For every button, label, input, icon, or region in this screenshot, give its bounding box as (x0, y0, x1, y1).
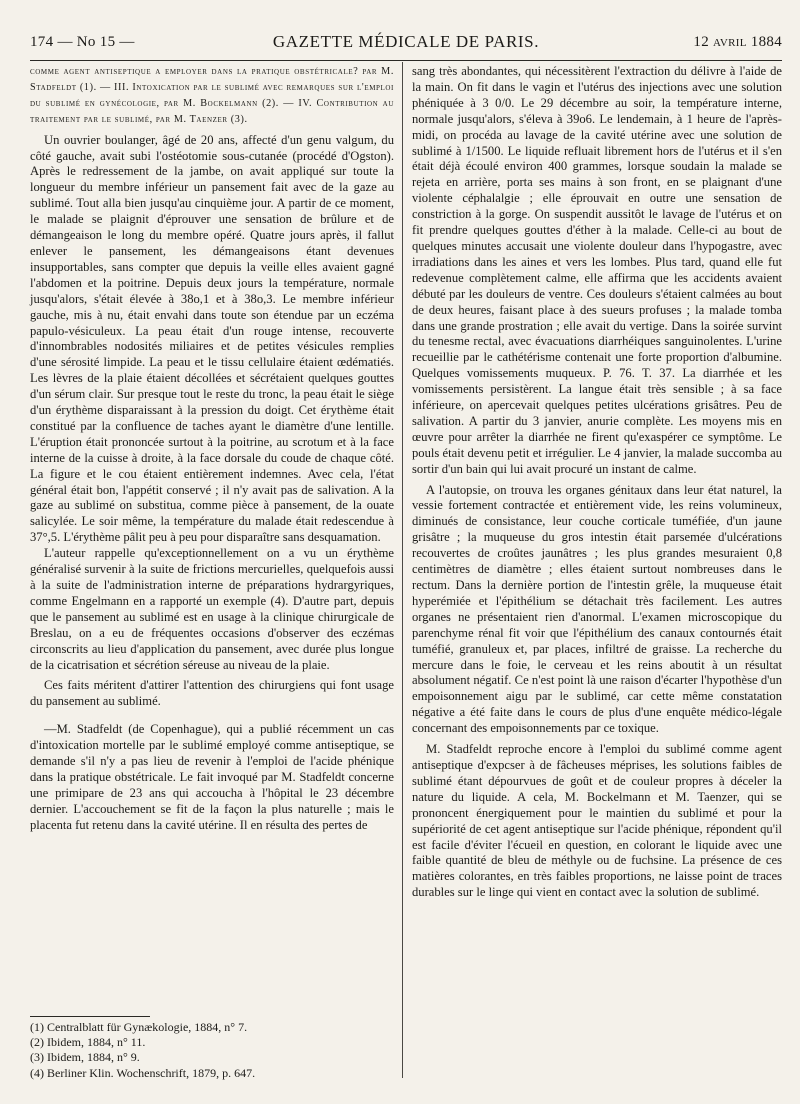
right-column (412, 64, 782, 901)
page-number: 174 — No 15 — (30, 34, 135, 50)
paragraph-coloring: M. Stadfeldt reproche encore à l'emploi du sublimé comme agent antiseptique d'expcser à de fâcheuses méprises, les solutions faibles de sublimé étant dépourvues de goût et de couleur propres à déceler la nature du liquide. A cela, M. Bockelmann et M. Taenzer, qui se prononcent énergiquement pour le maintien du sublimé et pour la supériorité de cet agent antiseptique sur l'acide phénique, répondent qu'il est facile d'éviter l'écueil en question, en colorant le liquide avec une faible quantité de bleu de méthyle ou de fuchsine. La présence de ces matières colorantes, en très faibles proportions, ne laisse point de traces durables sur le linge qui vient en contact avec la solution de sublimé. (412, 742, 782, 900)
column-divider (402, 62, 403, 1078)
issue-date: 12 avril 1884 (693, 34, 782, 50)
journal-title: GAZETTE MÉDICALE DE PARIS. (272, 32, 540, 51)
paragraph-conclusion: Ces faits méritent d'attirer l'attention des chirurgiens qui font usage du pansement au sublimé. (30, 678, 394, 709)
paragraph-autopsy: A l'autopsie, on trouva les organes génitaux dans leur état naturel, la vessie fortement contractée et entièrement vide, les reins volumineux, diminués de consistance, leur couche corticale tuméfiée, d'un jaune grisâtre ; la muqueuse du gros intestin était parsemée d'ulcérations recouvertes de croûtes jaunâtres ; les plus grandes mesuraient 0,8 centimètres de diamètre ; elles étaient surtout nombreuses dans le rectum. Dans la dernière portion de l'intestin grêle, la muqueuse était hyperémiée et l'épithélium se détachait très facilement. Les autres organes ne présentaient rien d'anormal. L'examen microscopique du parenchyme rénal fit voir que l'épithélium des canaux contournés était tuméfié, granuleux et, par places, infiltré de graisse. La recherche du mercure dans le foie, le cerveau et les reins aboutit à un résultat absolument négatif. Ce n'est point là une raison d'écarter l'hypothèse d'un empoisonnement aigu par le sublimé, car cette même constatation négative a été faite dans le cours de plus d'une enquête médico-légale concernant des empoisonnements par ce toxique. (412, 482, 782, 736)
header-rule (30, 60, 782, 61)
footnotes (30, 1020, 394, 1081)
page-header (30, 32, 782, 58)
paragraph-erythema-note: L'auteur rappelle qu'exceptionnellement on a vu un érythème généralisé survenir à la suite de frictions mercurielles, quelquefois aussi à la suite de l'administration interne de préparations hydrargyriques, comme Engelmann en a rapporté un exemple (4). D'autre part, depuis que le pansement au sublimé est en usage à la clinique chirurgicale de Breslau, on a eu de fréquentes occasions d'observer des eczémas circonscrits au lieu d'application du pansement, avec durée plus longue de la cicatrisation et sécrétion séreuse au niveau de la plaie. (30, 546, 394, 672)
continued-heading: comme agent antiseptique a employer dans la pratique obstétricale? par M. Stadfeldt (1). — III. Intoxication par le sublimé avec remarques sur l'emploi du sublimé en gynécologie, par M. Bockelmann (2). — IV. Contribution au traitement par le sublimé, par M. Taenzer (3). (30, 66, 394, 125)
footnote-1: (1) Centralblatt für Gynækologie, 1884, n° 7. (30, 1020, 248, 1034)
paragraph-case-report: Un ouvrier boulanger, âgé de 20 ans, affecté d'un genu valgum, du côté gauche, avait subi l'ostéotomie sous-cutanée (procédé d'Ogston). Après le redressement de la jambe, on avait appliqué sur toute la longueur du membre inférieur un pansement fait avec de la gaze au sublimé. Tout alla bien jusqu'au cinquième jour. A partir de ce moment, le malade se plaignit d'éprouver une sensation de brûlure et de démangeaison le long du membre opéré. Quatre jours après, il fallut enlever le pansement, les démangeaisons étant devenues insupportables, sans compter que depuis la veille elles avaient gagné l'abdomen et la poitrine. Depuis deux jours la température, normale jusqu'alors, s'était élevée à 38o,1 et à 38o,3. Le membre inférieur gauche, mis à nu, était envahi dans toute son étendue par un eczéma papulo-vésiculeux. La peau était d'un rouge intense, recouverte d'innombrables nodosités miliaires et de petites vésicules remplies d'une sérosité limpide. La peau et le tissu cellulaire étaient œdématiés. Les lèvres de la plaie étaient décollées et sécrétaient quelques gouttes d'un sérum clair. Sur presque tout le reste du tronc, la peau était le siège d'un érythème disparaissant à la pression du doigt. Cet érythème était constitué par la confluence de taches ayant le diamètre d'une lentille. L'éruption était prononcée surtout à la poitrine, au scrotum et à la face interne de la cuisse à droite, à la face dorsale du coude de chaque côté. La figure et le cou étaient entièrement indemnes. Avec cela, l'état général était bon, l'appétit conservé ; il n'y avait pas de salivation. A la gaze au sublimé on substitua, comme pièce à pansement, de la ouate salicylée. Le soir même, la température du malade était redescendue à 37°,5. L'érythème pâlit peu à peu pour disparaître sans desquamation. (30, 132, 394, 545)
left-column (30, 64, 394, 834)
paragraph-case-continued: sang très abondantes, qui nécessitèrent l'extraction du délivre à l'aide de la main. On fit dans le vagin et l'utérus des injections avec une solution phéniquée à 3 0/0. Le 29 décembre au soir, la température interne, normale jusqu'alors, s'éleva à 39o6. Le lendemain, à 1 heure de l'après-midi, on procéda au lavage de la cavité utérine avec une solution de sublimé à 1/1500. Le liquide refluait librement hors de l'utérus et il s'en était déjà écoulé environ 400 grammes, lorsque soudain la malade se rejeta en arrière, porta ses mains à son front, en se plaignant d'une violente céphalalgie ; elle éprouvait en outre une sensation de constriction à la gorge. On suspendit aussitôt le lavage de l'utérus et on fit prendre quelques gouttes d'éther à la malade. Celle-ci au bout de quelques minutes accusait une violente douleur dans l'hypogastre, avec irradiations dans les aines et vers les lombes. Plus tard, quand elle fut redevenue complètement calme, elle affirma que les accidents avaient débuté par les douleurs de ventre. Ces douleurs s'étaient calmées au bout de deux heures, faisant place à des sueurs profuses ; la malade tomba dans une grande prostration ; elle avait du vertige. Dans la soirée survint du tenesme rectal, avec évacuations diarrhéiques sanguinolentes. L'urine recueillie par le cathétérisme contenait une forte proportion d'albumine. Quelques vomissements muqueux. P. 76. T. 37. La diarrhée et les vomissements persistèrent. La langue était très sensible ; à sa face inférieure, on apercevait quelques petites ulcérations grisâtres. Peu de salivation. A partir du 3 janvier, anurie complète. Les moyens mis en œuvre pour arrêter la diarrhée ne firent qu'exaspérer ce symptôme. Le pouls était devenu petit et irrégulier. Le 4 janvier, la malade succomba au sortir d'un bain qui lui avait procuré un instant de calme. (412, 64, 782, 476)
footnote-rule (30, 1016, 150, 1017)
footnote-2: (2) Ibidem, 1884, n° 11. (30, 1035, 146, 1050)
footnote-4: (4) Berliner Klin. Wochenschrift, 1879, p. 647. (30, 1065, 256, 1080)
footnote-3: (3) Ibidem, 1884, n° 9. (30, 1050, 140, 1065)
paragraph-stadfeldt: —M. Stadfeldt (de Copenhague), qui a publié récemment un cas d'intoxication mortelle par le sublimé employé comme antiseptique, se demande s'il n'y a pas lieu de revenir à l'emploi de l'acide phénique dans la pratique obstétricale. Le fait invoqué par M. Stadfeldt concerne une primipare de 23 ans qui accoucha à l'hôpital le 23 décembre dernier. L'accouchement se fit de la façon la plus naturelle ; mais le placenta fut retenu dans la cavité utérine. Il en résulta des pertes de (30, 722, 394, 832)
